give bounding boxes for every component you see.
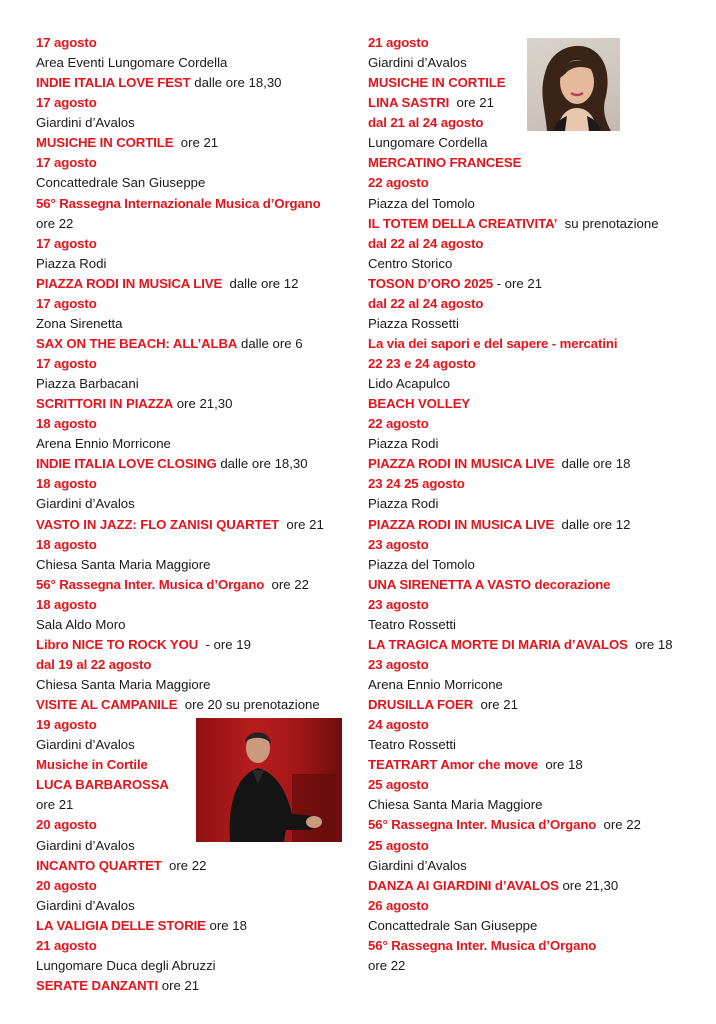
event-venue: Chiesa Santa Maria Maggiore (36, 677, 211, 692)
event-venue: Piazza Barbacani (36, 376, 139, 392)
event-date: 19 agosto (36, 717, 97, 733)
event-line (36, 695, 358, 715)
event-time: - ore 21 (492, 275, 543, 291)
event-time: ore 21 (473, 697, 518, 713)
event-venue: Zona Sirenetta (36, 315, 123, 331)
event-title: LA TRAGICA MORTE DI MARIA d’AVALOS (368, 636, 628, 652)
event-title: Musiche in Cortile (36, 757, 148, 773)
event-date: 17 agosto (36, 356, 97, 371)
event-title: PIAZZA RODI IN MUSICA LIVE (36, 275, 223, 291)
event-venue: Piazza del Tomolo (368, 556, 475, 572)
event-title: INCANTO QUARTET (36, 857, 162, 873)
event-venue: Piazza Rodi (368, 436, 439, 452)
event-date: 25 agosto (368, 777, 429, 793)
event-date: 18 agosto (36, 536, 97, 552)
event-time: ore 22 (161, 857, 207, 873)
event-date: 21 agosto (368, 35, 429, 50)
event-time: ore 22 (264, 576, 309, 592)
event-title: Libro NICE TO ROCK YOU (36, 636, 199, 652)
event-venue: Lungomare Duca degli Abruzzi (36, 957, 216, 973)
event-title: SCRITTORI IN PIAZZA (36, 396, 174, 412)
event-title: MUSICHE IN CORTILE (368, 75, 506, 91)
event-title: 56° Rassegna Inter. Musica d’Organo (36, 576, 265, 592)
event-time: dalle ore 12 (554, 516, 631, 532)
event-time: ore 21 (449, 95, 494, 111)
event-line (36, 635, 358, 655)
left-schedule-column (36, 33, 358, 996)
event-venue: Lido Acapulco (368, 376, 451, 392)
event-line (368, 394, 708, 414)
event-venue: Piazza Rossetti (368, 315, 459, 331)
event-venue: Teatro Rossetti (368, 616, 456, 632)
event-time: ore 21 (158, 977, 200, 993)
event-venue: ore 21 (36, 797, 74, 813)
event-venue: Piazza del Tomolo (368, 195, 475, 211)
lina-sastri-photo (527, 38, 620, 131)
event-line (36, 133, 358, 153)
event-title: 56° Rassegna Inter. Musica d’Organo (368, 937, 597, 953)
event-venue: Lungomare Cordella (368, 135, 488, 151)
event-venue: Teatro Rossetti (368, 737, 456, 753)
event-title: La via dei sapori e del sapere - mercatini (368, 335, 618, 351)
event-title: IL TOTEM DELLA CREATIVITA’ (368, 215, 558, 231)
event-venue: Giardini d’Avalos (368, 55, 467, 71)
event-date: dal 22 al 24 agosto (368, 235, 484, 251)
event-line (368, 815, 708, 835)
event-title: PIAZZA RODI IN MUSICA LIVE (368, 516, 555, 532)
event-title: 56° Rassegna Internazionale Musica d’Organo (36, 195, 321, 211)
event-time: - ore 19 (198, 636, 251, 652)
event-date: 25 agosto (368, 837, 429, 853)
event-venue: Chiesa Santa Maria Maggiore (368, 797, 543, 813)
event-venue: Sala Aldo Moro (36, 616, 126, 632)
event-line (36, 274, 358, 294)
event-date: 24 agosto (368, 717, 429, 733)
event-time: ore 18 (205, 917, 247, 933)
event-line (36, 575, 358, 595)
event-date: 17 agosto (36, 155, 97, 171)
event-date: dal 22 al 24 agosto (368, 295, 484, 311)
event-time: ore 20 su prenotazione (177, 697, 320, 713)
event-time: ore 18 (627, 636, 673, 652)
event-line (36, 73, 358, 93)
event-title: PIAZZA RODI IN MUSICA LIVE (368, 456, 555, 472)
event-time: dalle ore 18,30 (216, 456, 308, 472)
event-time: ore 21,30 (173, 396, 233, 412)
event-line (368, 876, 708, 896)
event-title: SAX ON THE BEACH: ALL’ALBA (36, 335, 238, 351)
event-venue: Concattedrale San Giuseppe (368, 917, 538, 933)
event-title: LINA SASTRI (368, 95, 450, 111)
event-date: 18 agosto (36, 596, 97, 612)
event-venue: Giardini d’Avalos (36, 496, 135, 512)
event-line (368, 214, 708, 234)
event-line (36, 454, 358, 474)
event-venue: Arena Ennio Morricone (36, 436, 171, 452)
event-date: 22 agosto (368, 175, 429, 191)
event-venue: ore 22 (368, 957, 406, 973)
event-title: DRUSILLA FOER (368, 697, 474, 713)
event-title: LUCA BARBAROSSA (36, 777, 169, 793)
event-title: TEATRART Amor che move (368, 757, 538, 773)
event-venue: ore 22 (36, 215, 74, 231)
event-title: INDIE ITALIA LOVE CLOSING (36, 456, 217, 472)
event-date: 18 agosto (36, 476, 97, 492)
event-time: ore 18 (538, 757, 583, 773)
event-venue: Arena Ennio Morricone (368, 677, 503, 692)
event-line (368, 635, 708, 655)
event-time: dalle ore 12 (222, 275, 299, 291)
event-line (36, 515, 358, 535)
event-title: VISITE AL CAMPANILE (36, 697, 178, 713)
event-date: 26 agosto (368, 897, 429, 913)
event-time: dalle ore 18,30 (190, 75, 282, 91)
event-time: dalle ore 6 (237, 335, 303, 351)
event-date: 17 agosto (36, 95, 97, 111)
event-date: dal 19 al 22 agosto (36, 656, 152, 672)
event-line (368, 274, 708, 294)
event-line (368, 515, 708, 535)
event-title: INDIE ITALIA LOVE FEST (36, 75, 191, 91)
event-title: VASTO IN JAZZ: FLO ZANISI QUARTET (36, 516, 280, 532)
event-line (368, 153, 708, 173)
event-date: 23 agosto (368, 656, 429, 672)
event-line (36, 194, 358, 214)
event-date: 23 24 25 agosto (368, 476, 465, 492)
event-venue: Piazza Rodi (368, 496, 439, 512)
event-line (36, 856, 358, 876)
event-venue: Giardini d’Avalos (36, 115, 135, 131)
event-line (368, 454, 708, 474)
event-venue: Giardini d’Avalos (36, 837, 135, 853)
event-date: 17 agosto (36, 295, 97, 311)
event-line (368, 936, 708, 956)
event-time: ore 21 (279, 516, 324, 532)
event-date: 20 agosto (36, 877, 97, 893)
event-date: 23 agosto (368, 596, 429, 612)
event-title: MUSICHE IN CORTILE (36, 135, 174, 151)
event-line (36, 916, 358, 936)
event-venue: Giardini d’Avalos (368, 857, 467, 873)
event-title: LA VALIGIA DELLE STORIE (36, 917, 206, 933)
event-title: 56° Rassegna Inter. Musica d’Organo (368, 817, 597, 833)
event-line (368, 575, 708, 595)
event-time: ore 21,30 (558, 877, 619, 893)
event-title: DANZA AI GIARDINI d’AVALOS (368, 877, 559, 893)
event-date: dal 21 al 24 agosto (368, 115, 484, 131)
event-date: 22 23 e 24 agosto (368, 356, 476, 371)
event-date: 17 agosto (36, 35, 97, 50)
event-venue: Giardini d’Avalos (36, 737, 135, 753)
event-date: 20 agosto (36, 817, 97, 833)
event-venue: Area Eventi Lungomare Cordella (36, 55, 228, 71)
event-venue: Centro Storico (368, 255, 453, 271)
event-line (368, 695, 708, 715)
event-venue: Chiesa Santa Maria Maggiore (36, 556, 211, 572)
event-title: MERCATINO FRANCESE (368, 155, 522, 171)
event-date: 17 agosto (36, 235, 97, 251)
event-line (368, 755, 708, 775)
event-date: 18 agosto (36, 416, 97, 432)
event-date: 21 agosto (36, 937, 97, 953)
event-line (36, 394, 358, 414)
event-title: TOSON D’ORO 2025 (368, 275, 493, 291)
event-time: ore 22 (596, 817, 641, 833)
right-schedule-column (368, 33, 708, 976)
event-time: ore 21 (173, 135, 219, 151)
event-venue: Giardini d’Avalos (36, 897, 135, 913)
event-title: SERATE DANZANTI (36, 977, 159, 993)
event-line (36, 976, 358, 996)
event-venue: Piazza Rodi (36, 255, 107, 271)
event-time: su prenotazione (557, 215, 659, 231)
event-line (36, 334, 358, 354)
event-date: 22 agosto (368, 416, 429, 432)
event-title: UNA SIRENETTA A VASTO decorazione (368, 576, 611, 592)
event-venue: Concattedrale San Giuseppe (36, 175, 206, 191)
event-time: dalle ore 18 (554, 456, 631, 472)
event-line (368, 334, 708, 354)
luca-barbarossa-photo (196, 718, 342, 842)
event-date: 23 agosto (368, 536, 429, 552)
event-title: BEACH VOLLEY (368, 396, 471, 412)
